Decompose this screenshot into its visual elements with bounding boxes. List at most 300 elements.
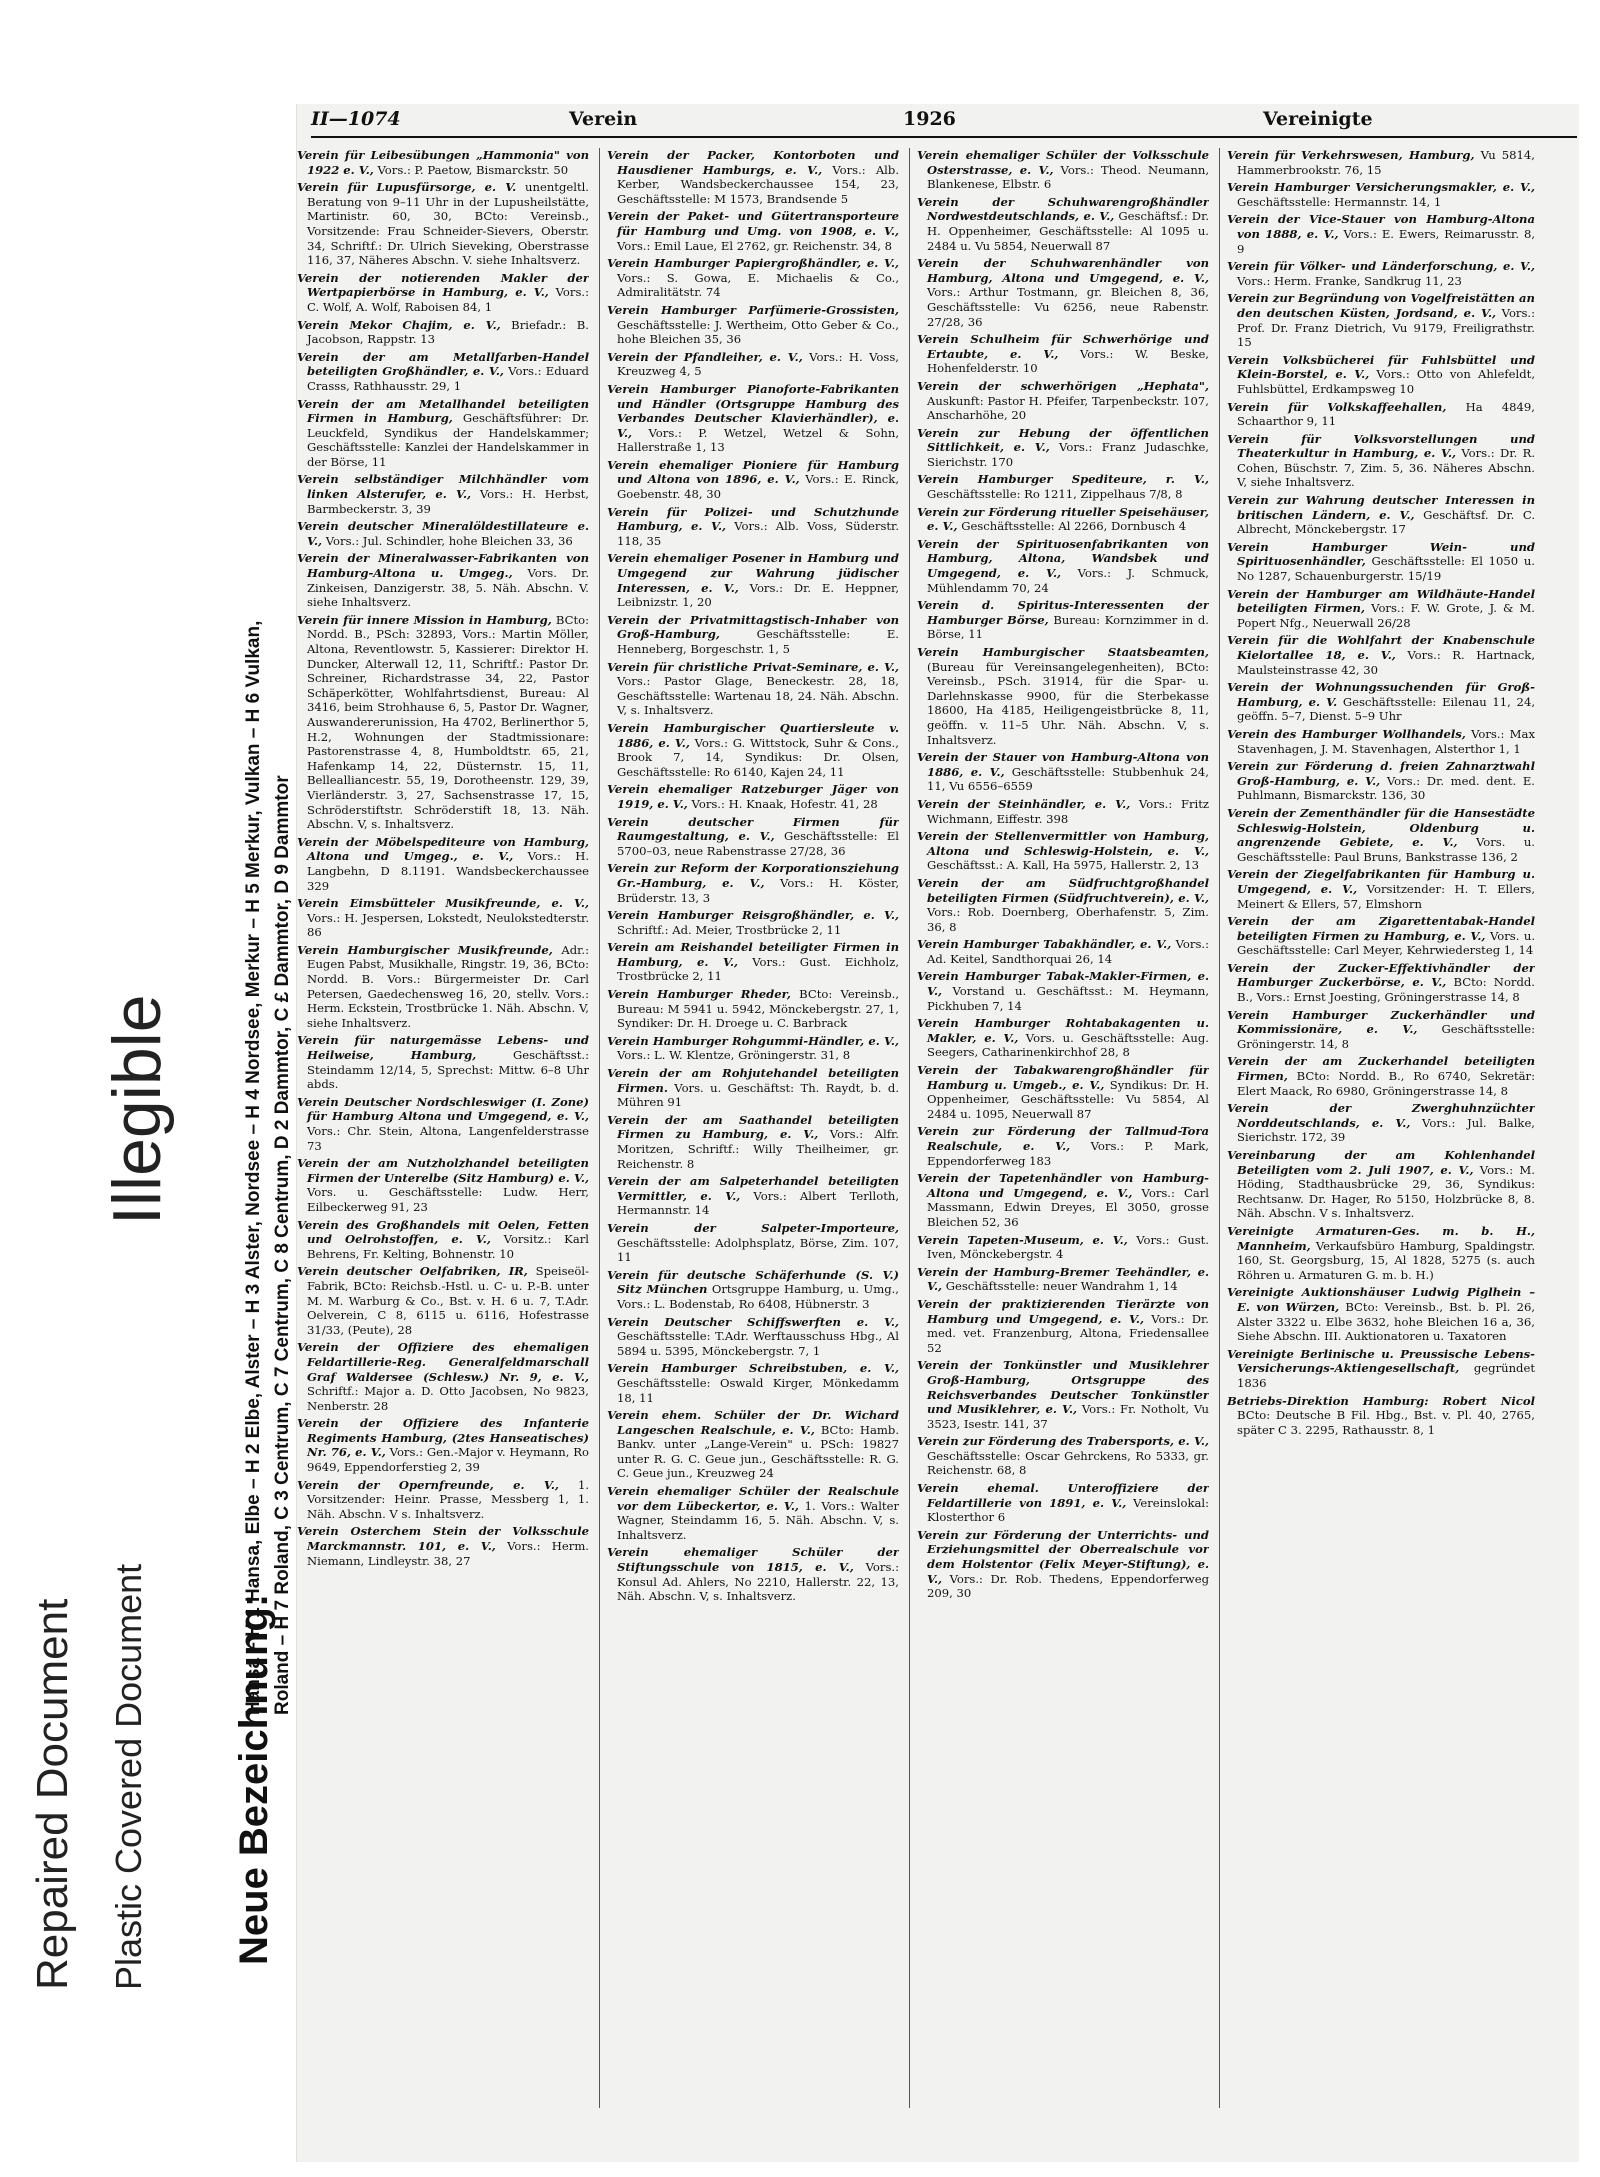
directory-entry — [917, 937, 1209, 966]
entry-detail: Geschäftsstelle: Ro 1211, Zippelhaus 7/8, 8 — [927, 487, 1183, 502]
entry-name: Verein der Offiziere des ehemaligen Feldartillerie-Reg. Generalfeldmarschall Graf Waldersee (Schlesw.) Nr. 9, e. V., — [297, 1340, 589, 1384]
entry-detail: (Bureau für Vereinsangelegenheiten), BCto: Vereinsb., PSch. 31914, für die Spar- u. Darlehnskasse 9900, für die Sterbekasse 18600, Ha 4185, Heiligengeistbrücke 8, 11, geöffn. v. 11–5 Uhr. Näh. Abschn. V, s. Inhaltsverz. — [927, 659, 1209, 747]
entry-name: Verein für Völker- und Länderforschung, e. V., — [1227, 259, 1535, 274]
directory-entry — [607, 613, 899, 657]
entry-detail: Schriftf.: Major a. D. Otto Jacobsen, No 9823, Nenberstr. 28 — [307, 1384, 589, 1413]
directory-entry — [297, 943, 589, 1031]
entry-name: Verein Hamburger Reisgroßhändler, e. V., — [607, 908, 899, 923]
entry-detail: Adr.: Eugen Pabst, Musikhalle, Ringstr. 19, 36, BCto: Nordd. B. Vors.: Bürgermeister Dr. Carl Petersen, Gaedechensweg 16, 20, stellv. Vors.: Herm. Eckstein, Trostbrücke 1. Näh. Abschn. V, siehe Inhaltsverz. — [307, 942, 589, 1030]
entry-name: Verein der Wohnungssuchenden für Groß-Hamburg, e. V. — [1227, 680, 1535, 709]
directory-entry — [607, 1268, 899, 1312]
entry-detail: BCto: Deutsche B Fil. Hbg., Bst. v. Pl. 40, 2765, später C 3. 2295, Rathausstr. 8, 1 — [1237, 1408, 1535, 1437]
entry-name: Verein für innere Mission in Hamburg, — [297, 612, 552, 627]
directory-entry — [917, 1358, 1209, 1431]
directory-entry — [297, 551, 589, 609]
directory-entry — [917, 1233, 1209, 1262]
entry-detail: Ha 4849, Schaarthor 9, 11 — [1237, 399, 1535, 429]
column-2 — [607, 148, 899, 2128]
directory-entry — [917, 829, 1209, 873]
entry-detail: Vors.: Jul. Schindler, hohe Bleichen 33, 36 — [325, 533, 573, 548]
entry-name: Verein der Stellenvermittler von Hamburg, Altona und Schleswig-Holstein, e. V., — [917, 829, 1209, 858]
directory-entry — [297, 148, 589, 177]
directory-entry — [607, 1221, 899, 1265]
entry-detail: Geschäftsstelle: E. Henneberg, Borgeschstr. 1, 5 — [617, 627, 899, 656]
directory-entry — [1227, 1224, 1535, 1282]
directory-entry — [607, 1545, 899, 1603]
entry-detail: Vors.: Dr. Rob. Thedens, Eppendorferweg 209, 30 — [927, 1571, 1209, 1601]
entry-detail: Vors.: Gen.-Major v. Heymann, Ro 9649, Eppendorferstieg 2, 39 — [307, 1445, 589, 1475]
entry-detail: Geschäftsstelle: T.Adr. Werftausschuss Hbg., Al 5894 u. 5395, Mönckebergstr. 7, 1 — [617, 1329, 899, 1358]
entry-name: Verein Tapeten-Museum, e. V., — [917, 1232, 1128, 1247]
entry-name: Verein der Schuhwarenhändler von Hamburg, Altona und Umgegend, e. V., — [917, 256, 1209, 285]
directory-entry — [917, 645, 1209, 747]
directory-entry — [1227, 1101, 1535, 1145]
directory-entry — [1227, 1347, 1535, 1391]
entry-name: Verein der am Salpeterhandel beteiligten Vermittler, e. V., — [607, 1174, 899, 1203]
entry-detail: Vors.: Alb. Voss, Süderstr. 118, 35 — [617, 519, 899, 548]
entry-detail: Vors.: H. Voss, Kreuzweg 4, 5 — [617, 349, 899, 379]
entry-detail: Vors.: Ad. Keitel, Sandthorquai 26, 14 — [927, 937, 1209, 966]
entry-detail: Vors.: Arthur Tostmann, gr. Bleichen 8, 36, Geschäftsstelle: Vu 6256, neue Rabenstr. 27/28, 36 — [927, 285, 1209, 329]
entry-name: Verein der Möbelspediteure von Hamburg, Altona und Umgeg., e. V., — [297, 834, 589, 864]
directory-entry — [607, 148, 899, 206]
entry-name: Verein Hamburger Spediteure, r. V., — [917, 472, 1209, 487]
entry-detail: BCto: Vereinsb., Bst. b. Pl. 26, Alster 3322 u. Elbe 3632, hohe Bleichen 16 a, 36, Siehe Abschn. III. Auktionatoren u. Taxatoren — [1237, 1299, 1535, 1344]
side-labels — [0, 0, 310, 2177]
entry-name: Verein Mekor Chajim, e. V., — [297, 317, 501, 332]
directory-entry — [607, 256, 899, 300]
entry-name: Verein für naturgemässe Lebens- und Heilweise, Hamburg, — [297, 1033, 589, 1063]
header-last-keyword: Vereinigte — [1263, 108, 1373, 130]
entry-detail: Vors.: Fr. Notholt, Vu 3523, Isestr. 141, 37 — [927, 1402, 1209, 1431]
directory-entry — [607, 1034, 899, 1063]
illegible-label: Illegible — [99, 994, 175, 1225]
entry-detail: BCto: Nordd. B., Vors.: Ernst Joesting, Gröningerstrasse 14, 8 — [1237, 975, 1535, 1005]
entry-detail: BCto: Hamb. Bankv. unter „Lange-Verein" u. PSch: 19827 unter R. G. C. Geue jun., Geschäftsstelle: R. G. C. Geue jun., Kreuzweg 24 — [617, 1422, 899, 1481]
directory-entry — [607, 1113, 899, 1171]
entry-detail: Geschäftsführer: Dr. Leuckfeld, Syndikus der Handelskammer; Geschäftsstelle: Kanzlei der Handelskammer in der Börse, 11 — [307, 411, 589, 469]
directory-entry — [297, 271, 589, 315]
entry-detail: Ortsgruppe Hamburg, u. Umg., Vors.: L. Bodenstab, Ro 6408, Hübnerstr. 3 — [617, 1282, 899, 1311]
directory-entry — [1227, 806, 1535, 864]
directory-entry — [607, 1174, 899, 1218]
entry-detail: Geschäftsstelle: J. Wertheim, Otto Geber & Co., hohe Bleichen 35, 36 — [617, 317, 899, 347]
directory-entry — [1227, 432, 1535, 490]
entry-detail: Vors.: G. Wittstock, Suhr & Cons., Brook 7, 14, Syndikus: Dr. Olsen, Geschäftsstelle: Ro 6140, Kajen 24, 11 — [617, 735, 899, 779]
directory-entry — [297, 1264, 589, 1337]
entry-detail: Vors.: F. W. Grote, J. & M. Popert Nfg., Neuerwall 26/28 — [1237, 601, 1535, 630]
entry-name: Verein für Polizei- und Schutzhunde Hamburg, e. V., — [607, 504, 899, 534]
entry-name: Verein zur Begründung von Vogelfreistätten an den deutschen Küsten, Jordsand, e. V., — [1227, 291, 1535, 320]
directory-entry — [297, 835, 589, 893]
directory-entry — [607, 1484, 899, 1542]
entry-detail: Auskunft: Pastor H. Pfeifer, Tarpenbeckstr. 107, Anscharhöhe, 20 — [927, 393, 1209, 423]
entry-name: Vereinigte Auktionshäuser Ludwig Piglhein – E. von Würzen, — [1227, 1285, 1535, 1314]
directory-entry — [297, 397, 589, 470]
entry-name: Verein ehemaliger Schüler der Volksschule Osterstrasse, e. V., — [917, 148, 1209, 177]
entry-detail: Vors.: W. Beske, Hohenfelderstr. 10 — [927, 346, 1209, 376]
directory-entry — [297, 1340, 589, 1413]
entry-name: Vereinbarung der am Kohlenhandel Beteiligten vom 2. Juli 1907, e. V., — [1227, 1148, 1535, 1177]
entry-detail: Geschäftsf.: Dr. H. Oppenheimer, Geschäftsstelle: Al 1095 u. 2484 u. Vu 5854, Neuerwall 87 — [927, 209, 1209, 253]
entry-name: Verein ehemal. Unteroffiziere der Feldartillerie von 1891, e. V., — [917, 1481, 1209, 1510]
entry-detail: Geschäftsstelle: Gröningerstr. 14, 8 — [1237, 1022, 1535, 1051]
entry-detail: Speiseöl-Fabrik, BCto: Reichsb.-Hstl. u. C- u. P.-B. unter M. M. Warburg & Co., Bst. v. H. 6 u. 7, T.Adr. Oelverein, C 8, 6115 u. 6116, Hofestrasse 31/33, (Peute), 28 — [307, 1264, 589, 1337]
entry-detail: Vors. Dr. Zinkeisen, Danzigerstr. 38, 5. Näh. Abschn. V. siehe Inhaltsverz. — [307, 566, 589, 610]
entry-detail: Vors.: H. Jespersen, Lokstedt, Neulokstedterstr. 86 — [307, 910, 589, 940]
entry-detail: Geschäftsst.: A. Kall, Ha 5975, Hallerstr. 2, 13 — [927, 858, 1200, 873]
directory-entry — [297, 613, 589, 832]
directory-entry — [1227, 1285, 1535, 1343]
column-divider — [599, 148, 600, 2108]
entry-name: Verein Hamburger Papiergroßhändler, e. V., — [607, 256, 899, 271]
entry-detail: Vors.: P. Mark, Eppendorferweg 183 — [927, 1139, 1209, 1168]
directory-entry — [607, 458, 899, 502]
directory-entry — [607, 1315, 899, 1359]
entry-name: Verein der Hamburg-Bremer Teehändler, e. V., — [917, 1264, 1209, 1294]
entry-detail: Geschäftsstelle: neuer Wandrahm 1, 14 — [945, 1279, 1178, 1294]
entry-detail: Vors.: L. W. Klentze, Gröningerstr. 31, 8 — [617, 1048, 851, 1063]
directory-entry — [917, 750, 1209, 794]
directory-entry — [607, 721, 899, 779]
entry-name: Verein zur Reform der Korporationsziehung Gr.-Hamburg, e. V., — [607, 861, 899, 890]
directory-entry — [1227, 540, 1535, 584]
directory-entry — [297, 1218, 589, 1262]
directory-entry — [1227, 291, 1535, 349]
directory-entry — [917, 505, 1209, 534]
directory-entry — [607, 350, 899, 379]
entry-detail: Vors.: H. Herbst, Barmbeckerstr. 3, 39 — [307, 487, 589, 516]
directory-entry — [297, 1478, 589, 1522]
directory-entry — [1227, 727, 1535, 756]
entry-detail: Vors.: P. Paetow, Bismarckstr. 50 — [377, 162, 569, 177]
entry-detail: BCto: Nordd. B., Ro 6740, Sekretär: Elert Maack, Ro 6980, Gröningerstrasse 14, 8 — [1237, 1069, 1535, 1098]
entry-name: Verein für Volkskaffeehallen, — [1227, 399, 1447, 414]
directory-entry — [1227, 353, 1535, 397]
directory-entry — [917, 195, 1209, 253]
directory-entry — [297, 519, 589, 548]
entry-name: Verein der Tonkünstler und Musiklehrer Groß-Hamburg, Ortsgruppe des Reichsverbandes Deutscher Tonkünstler und Musiklehrer, e. V., — [917, 1358, 1209, 1417]
entry-name: Verein der Offiziere des Infanterie Regiments Hamburg, (2tes Hanseatisches) Nr. 76, e. V., — [297, 1416, 589, 1460]
directory-entry — [297, 180, 589, 268]
entry-detail: Vors.: Eduard Crasss, Rathhausstr. 29, 1 — [307, 364, 589, 393]
entry-detail: Vors. u. Geschäftsstelle: Aug. Seegers, Catharinenkirchhof 28, 8 — [927, 1030, 1209, 1060]
directory-entry — [1227, 1008, 1535, 1052]
entry-name: Verein der Mineralwasser-Fabrikanten von Hamburg-Altona u. Umgeg., — [297, 551, 589, 581]
entry-detail: Geschäftsstelle: Adolphsplatz, Börse, Zim. 107, 11 — [617, 1235, 899, 1265]
entry-name: Verein ehemaliger Schüler der Stiftungsschule von 1815, e. V., — [607, 1545, 899, 1575]
entry-name: Verein der Privatmittagstisch-Inhaber von Groß-Hamburg, — [607, 612, 899, 642]
entry-detail: Vors.: Herm. Niemann, Lindleystr. 38, 27 — [307, 1539, 589, 1568]
entry-name: Verein der Zucker-Effektivhändler der Hamburger Zuckerbörse, e. V., — [1227, 960, 1535, 990]
entry-detail: Vors.: Emil Laue, El 2762, gr. Reichenstr. 34, 8 — [617, 238, 893, 253]
directory-entry — [297, 1416, 589, 1474]
entry-detail: Vors.: Carl Massmann, Edwin Dreyes, El 3050, grosse Bleichen 52, 36 — [927, 1185, 1209, 1229]
entry-name: Verein für deutsche Schäferhunde (S. V.) Sitz München — [607, 1267, 899, 1297]
entry-name: Verein der Stauer von Hamburg-Altona von 1886, e. V., — [917, 750, 1209, 779]
entry-name: Verein der am Metallfarben-Handel beteiligten Großhändler, e. V., — [297, 349, 589, 379]
entry-detail: Syndikus: Dr. H. Oppenheimer, Geschäftsstelle: Vu 5854, Al 2484 u. 1095, Neuerwall 87 — [927, 1077, 1209, 1121]
column-divider — [909, 148, 910, 2108]
entry-detail: Vors.: Fritz Wichmann, Eiffestr. 398 — [927, 796, 1209, 826]
entry-name: Verein am Reishandel beteiligter Firmen in Hamburg, e. V., — [607, 940, 899, 969]
directory-entry — [607, 382, 899, 455]
entry-detail: Vors.: Franz Judaschke, Sierichstr. 170 — [927, 440, 1209, 469]
directory-entry — [917, 876, 1209, 934]
entry-name: Verein der Schuhwarengroßhändler Nordwestdeutschlands, e. V., — [917, 194, 1209, 224]
entry-name: Verein für Leibesübungen „Hammonia" von 1922 e. V., — [297, 148, 589, 177]
entry-detail: Vereinslokal: Klosterthor 6 — [927, 1495, 1209, 1525]
entry-name: Verein des Hamburger Wollhandels, — [1227, 726, 1466, 741]
entry-name: Verein Hamburger Rohtabakagenten u. Makler, e. V., — [917, 1016, 1209, 1045]
entry-name: Verein der Pfandleiher, e. V., — [607, 349, 803, 364]
directory-entry — [1227, 180, 1535, 209]
entry-detail: Geschäftsstelle: El 1050 u. No 1287, Schauenburgerstr. 15/19 — [1237, 554, 1535, 584]
directory-entry — [607, 551, 899, 609]
directory-page — [296, 104, 1579, 2162]
directory-entry — [917, 1063, 1209, 1121]
entry-name: Verein der Spirituosenfabrikanten von Hamburg, Altona, Wandsbek und Umgegend, e. V., — [917, 536, 1209, 581]
entry-name: Verein deutscher Firmen für Raumgestaltung, e. V., — [607, 814, 899, 844]
directory-entry — [607, 940, 899, 984]
entry-name: Verein Hamburger Tabakhändler, e. V., — [917, 937, 1172, 952]
entry-detail: Vors.: Chr. Stein, Altona, Langenfelderstrasse 73 — [307, 1124, 589, 1153]
page-header — [311, 104, 1577, 134]
entry-detail: Vors. u. Geschäftsstelle: Carl Meyer, Kehrwiedersteg 1, 14 — [1237, 928, 1535, 958]
entry-detail: Vors.: Dr. R. Cohen, Büschstr. 7, Zim. 5, 36. Näheres Abschn. V, siehe Inhaltsverz. — [1237, 446, 1535, 490]
directory-entry — [297, 1524, 589, 1568]
directory-entry — [1227, 212, 1535, 256]
exchange-names-line-1: Hansa – H 1 Hansa, Elbe – H 2 Elbe, Alster – H 3 Alster, Nordsee – H 4 Nordsee, Merkur – H 5 Merkur, Vulkan – H 6 Vulkan, — [243, 620, 264, 1715]
entry-detail: Vors.: Prof. Dr. Franz Dietrich, Vu 9179, Freiligrathstr. 15 — [1237, 305, 1535, 350]
entry-name: Verein Hamburger Parfümerie-Grossisten, — [607, 302, 899, 317]
entry-detail: Vors.: H. Langbehn, D 8.1191. Wandsbeckerchaussee 329 — [307, 849, 589, 893]
entry-detail: Vors.: C. Wolf, A. Wolf, Raboisen 84, 1 — [307, 285, 589, 314]
entry-detail: Geschäftsstelle: Oscar Gehrckens, Ro 5333, gr. Reichenstr. 68, 8 — [927, 1448, 1209, 1478]
directory-entry — [607, 1361, 899, 1405]
entry-detail: Vors.: H. Köster, Brüderstr. 13, 3 — [617, 875, 899, 905]
entry-name: Verein der am Metallhandel beteiligten Firmen in Hamburg, — [297, 396, 589, 426]
column-1 — [297, 148, 589, 2128]
entry-name: Verein Hamburger Zuckerhändler und Kommissionäre, e. V., — [1227, 1007, 1535, 1037]
directory-entry — [607, 782, 899, 811]
entry-detail: Vors.: Rob. Doernberg, Oberhafenstr. 5, Zim. 36, 8 — [927, 905, 1209, 934]
entry-name: Verein der Hamburger am Wildhäute-Handel beteiligten Firmen, — [1227, 586, 1535, 616]
directory-entry — [297, 1033, 589, 1091]
entry-detail: Geschäftsstelle: Stubbenhuk 24, 11, Vu 6556–6559 — [927, 764, 1209, 794]
entry-detail: BCto: Nordd. B., PSch: 32893, Vors.: Martin Möller, Altona, Reventlowstr. 5, Kassierer: Direktor H. Duncker, Alterwall 12, 11, Schriftf.: Pastor Dr. Schreiner, Richardstrasse 34, 22, Pastor Schäperkötter, Wohlfahrtsdienst, Bureau: Al 3416, beim Strohhause 6, 5, Pastor Dr. Wagner, Auswandererunission, Ha 4702, Berlinerthor 5, H.2, Wohnungen der Stadtmissionare: Pastorenstrasse 4, 8, Humboldtstr. 65, 21, Hafenkamp 14, 22, Düsternstr. 15, 11, Bellealliancestr. 55, 19, Dorotheenstr. 129, 39, Vierländerstr. 3, 27, Sachsenstrasse 17, 15, Schröderstiftstr. Schröderstift 18, 13. Näh. Abschn. V, s. Inhaltsverz. — [307, 612, 589, 832]
entry-name: Verein der Zementhändler für die Hansestädte Schleswig-Holstein, Oldenburg u. angrenzende Gebiete, e. V., — [1227, 805, 1535, 850]
directory-entry — [607, 209, 899, 253]
directory-entry — [1227, 400, 1535, 429]
entry-name: Verein Hamburger Pianoforte-Fabrikanten und Händler (Ortsgruppe Hamburg des Verbandes Deutscher Klavierhändler), e. V., — [607, 381, 899, 440]
entry-name: Verein ehemaliger Ratzeburger Jäger von 1919, e. V., — [607, 782, 899, 811]
entry-name: Verein zur Förderung ritueller Speisehäuser, e. V., — [917, 504, 1209, 534]
entry-detail: Vors.: Dr. med. dent. E. Puhlmann, Bismarckstr. 136, 30 — [1237, 773, 1535, 803]
directory-entry — [1227, 148, 1535, 177]
directory-entry — [917, 379, 1209, 423]
entry-name: Verein Hamburger Versicherungsmakler, e. V., — [1227, 180, 1535, 195]
entry-name: Verein Hamburger Rheder, — [607, 987, 791, 1002]
entry-name: Verein zur Hebung der öffentlichen Sittlichkeit, e. V., — [917, 425, 1209, 455]
entry-detail: Geschäftsstelle: Eilenau 11, 24, geöffn. 5–7, Dienst. 5–9 Uhr — [1237, 694, 1535, 724]
entry-detail: 1. Vorsitzender: Heinr. Prasse, Messberg 1, 1. Näh. Abschn. V s. Inhaltsverz. — [307, 1477, 589, 1521]
directory-entry — [607, 908, 899, 937]
entry-detail: Vors.: E. Rinck, Goebenstr. 48, 30 — [617, 472, 899, 502]
header-year: 1926 — [903, 108, 956, 130]
entry-detail: Vors.: P. Wetzel, Wetzel & Sohn, Hallerstraße 1, 13 — [617, 425, 899, 455]
page-number: II—1074 — [311, 108, 401, 130]
directory-entry — [1227, 1054, 1535, 1098]
entry-name: Verein der am Zigarettentabak-Handel beteiligten Firmen zu Hamburg, e. V., — [1227, 914, 1535, 943]
entry-name: Verein Eimsbütteler Musikfreunde, e. V., — [297, 896, 589, 911]
directory-entry — [1227, 587, 1535, 631]
entry-detail: Geschäftsf. Dr. C. Albrecht, Mönckebergstr. 17 — [1237, 507, 1535, 537]
directory-entry — [297, 896, 589, 940]
directory-entry — [607, 303, 899, 347]
entry-detail: Vors.: Pastor Glage, Beneckestr. 28, 18, Geschäftsstelle: Wartenau 18, 24. Näh. Abschn. V, s. Inhaltsverz. — [617, 674, 899, 718]
directory-entry — [917, 797, 1209, 826]
entry-detail: Vors.: Max Stavenhagen, J. M. Stavenhagen, Alsterthor 1, 1 — [1237, 726, 1535, 756]
directory-entry — [607, 660, 899, 718]
directory-entry — [917, 472, 1209, 501]
entry-detail: Vorsitz.: Karl Behrens, Fr. Kelting, Bohnenstr. 10 — [307, 1232, 589, 1261]
directory-entry — [607, 987, 899, 1031]
directory-entry — [297, 318, 589, 347]
exchange-names-line-2: Roland – H 7 Roland, C 3 Centrum, C 7 Centrum, C 8 Centrum, D 2 Dammtor, C £ Dammtor, D 9 Dammtor — [272, 775, 293, 1715]
entry-detail: Vors.: Otto von Ahlefeldt, Fuhlsbüttel, Erdkampsweg 10 — [1237, 367, 1535, 396]
directory-entry — [917, 1481, 1209, 1525]
directory-entry — [917, 426, 1209, 470]
entry-name: Verein der Vice-Stauer von Hamburg-Altona von 1888, e. V., — [1227, 212, 1535, 241]
entry-name: Verein d. Spiritus-Interessenten der Hamburger Börse, — [917, 598, 1209, 627]
entry-name: Verein Hamburger Schreibstuben, e. V., — [607, 1361, 899, 1376]
directory-entry — [917, 1016, 1209, 1060]
header-rule — [311, 136, 1577, 138]
entry-name: Verein der Tabakwarengroßhändler für Hamburg u. Umgeb., e. V., — [917, 1063, 1209, 1092]
directory-entry — [917, 332, 1209, 376]
entry-name: Verein des Großhandels mit Oelen, Fetten und Oelrohstoffen, e. V., — [297, 1217, 589, 1247]
directory-entry — [1227, 914, 1535, 958]
directory-entry — [607, 505, 899, 549]
directory-entry — [917, 256, 1209, 329]
repaired-document-label: Repaired Document — [28, 1598, 77, 1990]
entry-name: Verein deutscher Oelfabriken, IR, — [297, 1264, 528, 1279]
entry-detail: Briefadr.: B. Jacobson, Rappstr. 13 — [307, 317, 589, 347]
entry-name: Verein für christliche Privat-Seminare, e. V., — [607, 659, 899, 674]
entry-detail: Vors.: Albert Terlloth, Hermannstr. 14 — [617, 1188, 899, 1218]
directory-entry — [1227, 1148, 1535, 1221]
entry-detail: Vors.: Herm. Franke, Sandkrug 11, 23 — [1237, 273, 1462, 288]
entry-detail: Vors. u. Geschäftsstelle: Ludw. Herr, Eilbeckerweg 91, 23 — [307, 1185, 589, 1214]
entry-name: Verein der am Zuckerhandel beteiligten Firmen, — [1227, 1054, 1535, 1084]
entry-name: Verein zur Wahrung deutscher Interessen in britischen Ländern, e. V., — [1227, 493, 1535, 522]
directory-entry — [1227, 1394, 1535, 1438]
directory-entry — [917, 537, 1209, 595]
entry-detail: Geschäftsstelle: Oswald Kirger, Mönkedamm 18, 11 — [617, 1375, 899, 1405]
entry-name: Vereinigte Armaturen-Ges. m. b. H., Mannheim, — [1227, 1223, 1535, 1253]
entry-name: Verein zur Förderung der Unterrichts- und Erziehungsmittel der Oberrealschule vor dem Holstentor (Felix Meyer-Stiftung), e. V., — [917, 1527, 1209, 1586]
entry-name: Verein Hamburgischer Quartiersleute v. 1886, e. V., — [607, 720, 899, 750]
entry-name: Verein Schulheim für Schwerhörige und Ertaubte, e. V., — [917, 332, 1209, 361]
directory-entry — [297, 350, 589, 394]
entry-detail: Verkaufsbüro Hamburg, Spaldingstr. 160, St. Georgsburg, 15, Al 1828, 5275 (s. auch Röhren u. Armaturen G. m. b. H.) — [1237, 1238, 1535, 1282]
entry-name: Verein der am Saathandel beteiligten Firmen zu Hamburg, e. V., — [607, 1112, 899, 1142]
entry-detail: Vors.: Alfr. Moritzen, Schriftf.: Willy Theilheimer, gr. Reichenstr. 8 — [617, 1127, 899, 1171]
entry-name: Verein der Opernfreunde, e. V., — [297, 1477, 559, 1492]
entry-name: Verein zur Förderung der Tallmud-Tora Realschule, e. V., — [917, 1124, 1209, 1153]
directory-entry — [607, 1066, 899, 1110]
entry-name: Verein Osterchem Stein der Volksschule Marckmannstr. 101, e. V., — [297, 1524, 589, 1554]
directory-entry — [917, 148, 1209, 192]
entry-name: Verein der Tapetenhändler von Hamburg-Altona und Umgegend, e. V., — [917, 1171, 1209, 1200]
directory-entry — [1227, 759, 1535, 803]
entry-detail: Vors.: R. Hartnack, Maulsteinstrasse 42, 30 — [1237, 648, 1535, 677]
entry-name: Verein der Zwerghuhnzüchter Norddeutschlands, e. V., — [1227, 1101, 1535, 1130]
directory-entry — [917, 1297, 1209, 1355]
directory-entry — [297, 472, 589, 516]
entry-detail: Bureau: Kornzimmer in d. Börse, 11 — [927, 612, 1209, 642]
entry-name: Verein deutscher Mineralöldestillateure e. V., — [297, 519, 589, 548]
entry-detail: Geschäftsst.: Steindamm 12/14, 5, Sprechst: Mittw. 6–8 Uhr abds. — [307, 1048, 589, 1092]
entry-detail: Vors.: J. Schmuck, Mühlendamm 70, 24 — [927, 566, 1209, 595]
entry-name: Verein der Packer, Kontorboten und Hausdiener Hamburgs, e. V., — [607, 148, 899, 177]
entry-detail: unentgeltl. Beratung von 9–11 Uhr in der Lupusheilstätte, Martinistr. 60, 30, BCto: Vereinsb., Vorsitzende: Frau Schneider-Sievers, Oberstr. 34, Schriftf.: Dr. Ulrich Sieveking, Oberstrasse 116, 37, Näheres Abschn. V. siehe Inhaltsverz. — [307, 180, 589, 268]
directory-entry — [917, 1124, 1209, 1168]
entry-detail: Vu 5814, Hammerbrookstr. 76, 15 — [1237, 148, 1535, 177]
directory-entry — [297, 1156, 589, 1214]
directory-entry — [297, 1095, 589, 1153]
entry-name: Verein ehemaliger Posener in Hamburg und Umgegend zur Wahrung jüdischer Interessen, e. V., — [607, 551, 899, 595]
entry-name: Verein Hamburgischer Staatsbeamten, — [917, 645, 1209, 659]
directory-entry — [917, 969, 1209, 1013]
entry-name: Verein Hamburger Rohgummi-Händler, e. V., — [607, 1033, 899, 1048]
directory-entry — [917, 1171, 1209, 1229]
column-3 — [917, 148, 1209, 2128]
entry-name: Verein der schwerhörigen „Hephata", — [917, 378, 1209, 393]
directory-entry — [917, 1265, 1209, 1294]
entry-detail: Schriftf.: Ad. Meier, Trostbrücke 2, 11 — [617, 922, 842, 937]
entry-name: Verein der Salpeter-Importeure, — [607, 1220, 899, 1235]
entry-name: Verein für die Wohlfahrt der Knabenschule Kielortallee 18, e. V., — [1227, 633, 1535, 662]
column-divider — [1219, 148, 1220, 2108]
entry-name: Verein für Lupusfürsorge, e. V. — [297, 180, 517, 195]
entry-detail: Geschäftsstelle: El 5700–03, neue Rabenstrasse 27/28, 36 — [617, 829, 899, 858]
entry-name: Betriebs-Direktion Hamburg: Robert Nicol — [1227, 1393, 1535, 1408]
entry-detail: Vors. u. Geschäftsstelle: Paul Bruns, Bankstrasse 136, 2 — [1237, 835, 1535, 864]
entry-detail: Vors.: S. Gowa, E. Michaelis & Co., Admiralitätstr. 74 — [617, 270, 899, 300]
entry-name: Verein Volksbücherei für Fuhlsbüttel und Klein-Borstel, e. V., — [1227, 352, 1535, 382]
entry-detail: Vors.: Gust. Iven, Mönckebergstr. 4 — [927, 1232, 1209, 1262]
entry-name: Verein der am Nutzholzhandel beteiligten Firmen der Unterelbe (Sitz Hamburg) e. V., — [297, 1156, 589, 1185]
entry-name: Verein der Steinhändler, e. V., — [917, 796, 1131, 811]
entry-detail: 1. Vors.: Walter Wagner, Steindamm 16, 5. Näh. Abschn. V, s. Inhaltsverz. — [617, 1498, 899, 1542]
entry-name: Verein zur Förderung des Trabersports, e. V., — [917, 1434, 1209, 1449]
entry-detail: Vorstand u. Geschäftsst.: M. Heymann, Pickhuben 7, 14 — [927, 984, 1209, 1013]
entry-detail: Vors.: Konsul Ad. Ahlers, No 2210, Hallerstr. 22, 13, Näh. Abschn. V, s. Inhaltsverz. — [617, 1560, 899, 1604]
entry-detail: gegründet 1836 — [1237, 1361, 1535, 1390]
entry-detail: Vors.: H. Knaak, Hofestr. 41, 28 — [691, 796, 878, 811]
directory-entry — [1227, 633, 1535, 677]
directory-entry — [917, 598, 1209, 642]
entry-name: Verein der Ziegelfabrikanten für Hamburg u. Umgegend, e. V., — [1227, 867, 1535, 896]
directory-entry — [1227, 961, 1535, 1005]
entry-detail: Vors.: M. Höding, Stadthausbrücke 29, 36, Syndikus: Rechtsanw. Dr. Hager, Ro 5150, Holzbrücke 8, 8. Näh. Abschn. V s. Inhaltsverz. — [1237, 1162, 1535, 1221]
entry-name: Verein der am Rohjutehandel beteiligten Firmen. — [607, 1066, 899, 1095]
entry-name: Verein Hamburger Tabak-Makler-Firmen, e. V., — [917, 969, 1209, 999]
entry-name: Verein selbständiger Milchhändler vom linken Alsterufer, e. V., — [297, 472, 589, 502]
header-keyword: Verein — [569, 108, 638, 130]
